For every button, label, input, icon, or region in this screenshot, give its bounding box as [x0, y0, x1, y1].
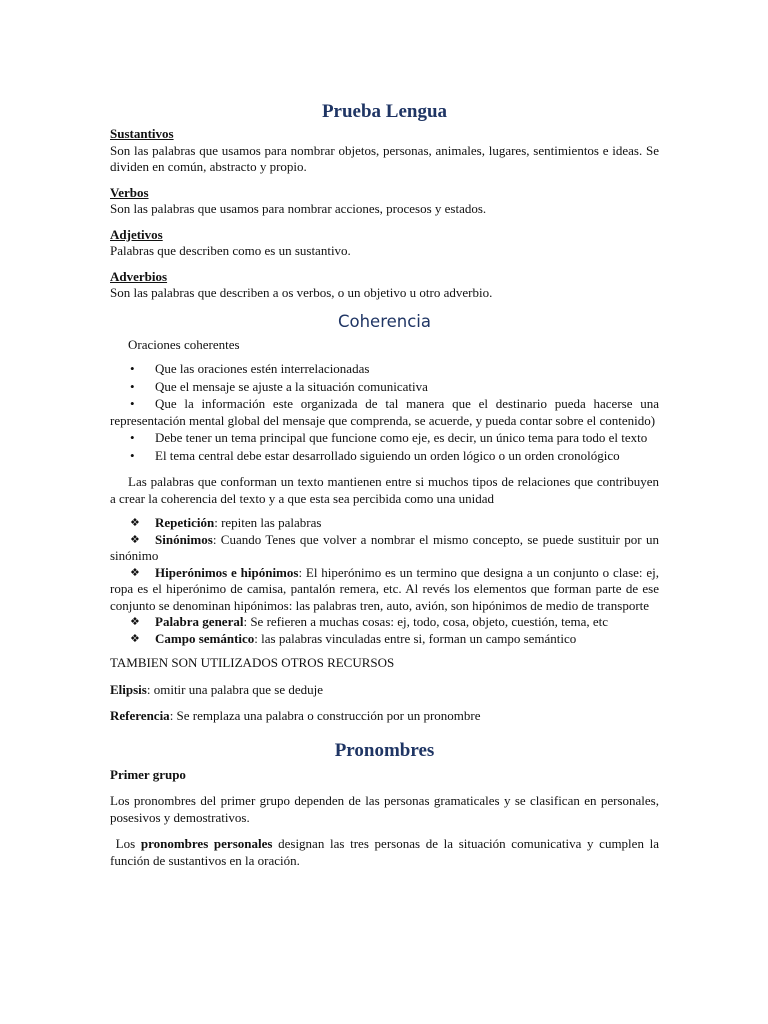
- resource-term: Hiperónimos e hipónimos: [155, 564, 299, 580]
- list-item: • El tema central debe estar desarrollado siguiendo un orden lógico o un orden cronológico: [130, 447, 620, 463]
- term-definition: Son las palabras que usamos para nombrar objetos, personas, animales, lugares, sentimientos e ideas. Se dividen en común, abstracto y propio.: [110, 142, 659, 174]
- elipsis-line: [110, 682, 659, 699]
- list-item: • Que las oraciones estén interrelacionadas: [130, 361, 370, 376]
- resource-text: : Cuando Tenes que volver a nombrar el mismo concepto, se puede sustituir por un sinónimo: [110, 531, 659, 563]
- list-item: • Que el mensaje se ajuste a la situación comunicativa: [130, 378, 428, 394]
- resource-term: Palabra general: [155, 614, 244, 629]
- resource-term: Campo semántico: [155, 630, 255, 646]
- list-item: • Que la información este organizada de tal manera que el destinario pueda hacerse una representación mental global del mensaje que comprenda, se acuerde, y pueda contar sobre el contenido): [110, 396, 659, 428]
- resource-text: : las palabras vinculadas entre si, forman un campo semántico: [254, 630, 577, 646]
- list-item: [110, 515, 659, 532]
- bullet-icon: •: [130, 361, 135, 376]
- pronombres-paragraph-2: Los pronombres personales designan las tres personas de la situación comunicativa y cumplen la función de sustantivos en la oración.: [110, 836, 663, 868]
- term-label: Adjetivos: [110, 226, 163, 242]
- list-item: • Debe tener un tema principal que funcione como eje, es decir, un único tema para todo el texto: [130, 430, 648, 445]
- diamond-bullet-icon: ❖: [130, 516, 140, 529]
- term-adverbios: [110, 269, 659, 302]
- coherencia-paragraph: Las palabras que conforman un texto mantienen entre si muchos tipos de relaciones que contribuyen a crear la coherencia del texto y a que esta sea percibida como una unidad: [110, 474, 659, 506]
- pronombres-paragraph-1: Los pronombres del primer grupo dependen de las personas gramaticales y se clasifican en personales, posesivos y demostrativos.: [110, 793, 659, 825]
- other-resources-heading: TAMBIEN SON UTILIZADOS OTROS RECURSOS: [110, 655, 395, 670]
- elipsis-term: Elipsis: [110, 681, 147, 697]
- resource-term: Repetición: [155, 515, 215, 530]
- list-item: [110, 565, 659, 615]
- resource-text: : Se refieren a muchas cosas: ej, todo, cosa, objeto, cuestión, tema, etc: [243, 614, 609, 629]
- diamond-bullet-icon: ❖: [130, 615, 140, 628]
- term-label: Adverbios: [110, 268, 168, 284]
- list-item: [110, 614, 659, 631]
- resource-term: Sinónimos: [155, 531, 213, 547]
- section-title-pronombres: Pronombres: [334, 739, 435, 761]
- term-label: Sustantivos: [110, 126, 174, 141]
- coherencia-intro: Oraciones coherentes: [128, 336, 240, 352]
- resource-text: : El hiperónimo es un termino que designa a un conjunto o clase: ej, ropa es el hiperónimo de camisa, pantalón remera, etc. Al revés los elementos que forman parte de ese conjunto se denominan hipónimos: las palabras tren, auto, avión, son hipónimos de medio de transporte: [110, 564, 659, 613]
- pronombres-personales-term: pronombres personales: [140, 836, 273, 851]
- list-item: [110, 631, 659, 648]
- diamond-bullet-icon: ❖: [130, 631, 140, 645]
- bullet-icon: •: [130, 396, 135, 411]
- coherencia-bullet-list: [110, 361, 659, 464]
- resource-text: : repiten las palabras: [214, 515, 322, 530]
- referencia-line: [110, 708, 659, 725]
- bullet-icon: •: [130, 430, 135, 445]
- referencia-text: : Se remplaza una palabra o construcción por un pronombre: [169, 708, 481, 723]
- list-item: [110, 532, 659, 565]
- term-definition: Son las palabras que usamos para nombrar acciones, procesos y estados.: [110, 201, 487, 216]
- resources-list: [110, 515, 659, 647]
- page-title: Prueba Lengua: [321, 101, 448, 122]
- bullet-icon: •: [130, 447, 135, 463]
- diamond-bullet-icon: ❖: [130, 532, 140, 546]
- term-verbos: [110, 185, 659, 218]
- section-title-coherencia: Coherencia: [337, 311, 432, 331]
- term-label: Verbos: [110, 184, 149, 200]
- term-adjetivos: [110, 227, 659, 260]
- term-sustantivos: [110, 126, 659, 176]
- bullet-icon: •: [130, 378, 135, 394]
- elipsis-text: : omitir una palabra que se deduje: [146, 681, 324, 697]
- diamond-bullet-icon: ❖: [130, 565, 140, 579]
- referencia-term: Referencia: [110, 708, 170, 723]
- pronombres-subtitle: Primer grupo: [110, 766, 186, 782]
- document-content: [110, 100, 663, 879]
- term-definition: Palabras que describen como es un sustantivo.: [110, 243, 351, 258]
- term-definition: Son las palabras que describen a os verbos, o un objetivo u otro adverbio.: [110, 285, 493, 300]
